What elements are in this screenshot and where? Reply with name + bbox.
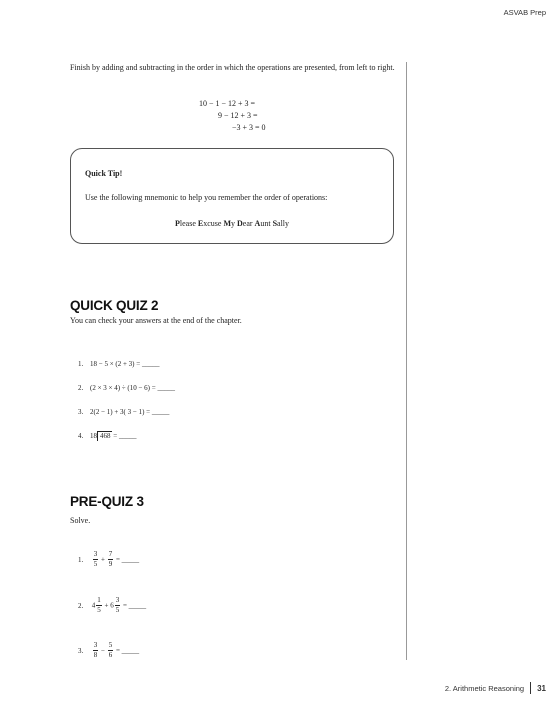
page-number: 31 — [537, 683, 546, 693]
quick-tip-text: Use the following mnemonic to help you remember the order of operations: — [85, 193, 328, 202]
fraction: $\frac{7}{9}$ — [108, 550, 113, 568]
pre-quiz-item: 3. $\frac{3}{8}$ − $\frac{5}{6}$ = _____ — [78, 641, 140, 659]
mnemonic-word: Sally — [272, 219, 290, 228]
fraction: $\frac{3}{5}$ — [115, 596, 120, 614]
mnemonic-word: Aunt — [254, 219, 271, 228]
mnemonic-word: Please — [174, 219, 196, 228]
quick-tip-title: Quick Tip! — [85, 169, 123, 178]
footer-divider — [530, 682, 531, 694]
fraction: $\frac{1}{5}$ — [97, 596, 101, 614]
pre-quiz-item: 1. $\frac{3}{5}$ + $\frac{7}{9}$ = _____ — [78, 550, 140, 568]
fraction: $\frac{5}{6}$ — [108, 641, 113, 659]
mnemonic-word: My — [223, 219, 235, 228]
pre-quiz-title: PRE-QUIZ 3 — [70, 494, 144, 509]
fraction: $\frac{3}{5}$ — [93, 550, 98, 568]
column-rule — [406, 62, 407, 660]
quiz-item: 2. (2 × 3 × 4) ÷ (10 − 6) = _____ — [78, 384, 175, 392]
pre-quiz-subtitle: Solve. — [70, 516, 91, 525]
quiz-item: 3. 2(2 − 1) + 3( 3 − 1) = _____ — [78, 408, 170, 416]
chapter-label: 2. Arithmetic Reasoning — [444, 683, 525, 693]
mnemonic-word: Excuse — [197, 219, 222, 228]
intro-paragraph: Finish by adding and subtracting in the order in which the operations are presented, from left to right. — [70, 63, 395, 72]
equation-line: 10 − 1 − 12 + 3 = — [199, 99, 256, 108]
equation-line: 9 − 12 + 3 = — [218, 111, 258, 120]
long-division-bracket: 468 — [97, 431, 112, 441]
mnemonic-word: Dear — [237, 219, 253, 228]
pre-quiz-item: 2. 4 $\frac{1}{5}$ + 6 $\frac{3}{5}$ = _____ — [78, 596, 147, 614]
page-footer — [445, 682, 546, 694]
quick-quiz-title: QUICK QUIZ 2 — [70, 298, 159, 313]
fraction: $\frac{3}{8}$ — [93, 641, 98, 659]
quick-tip-box — [70, 148, 394, 244]
mnemonic-line — [71, 219, 393, 228]
quiz-item: 4. 18 468 = _____ — [78, 432, 137, 440]
quick-quiz-subtitle: You can check your answers at the end of the chapter. — [70, 316, 242, 325]
equation-line: −3 + 3 = 0 — [232, 123, 266, 132]
quiz-item: 1. 18 − 5 × (2 + 3) = _____ — [78, 360, 160, 368]
running-header: ASVAB Prep — [503, 8, 546, 17]
